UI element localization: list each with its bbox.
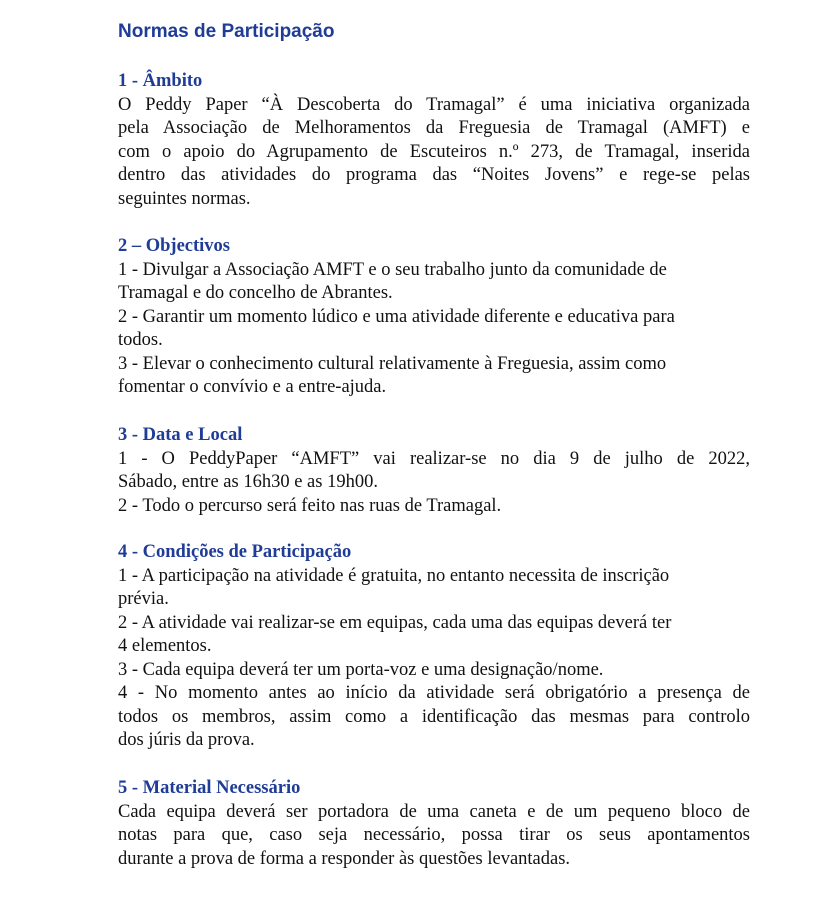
paragraph-line: durante a prova de forma a responder às questões levantadas. [118,848,571,869]
section-ambito [118,70,750,211]
paragraph-line: 4 elementos. [118,636,212,656]
paragraph-line: 2 - A atividade vai realizar-se em equipas, cada uma das equipas deverá ter [118,612,672,633]
section-heading: 2 – Objectivos [118,236,231,256]
paragraph-line: 3 - Elevar o conhecimento cultural relativamente à Freguesia, assim como [118,353,667,374]
paragraph-line: Tramagal e do concelho de Abrantes. [118,283,393,303]
paragraph-line: 4 - No momento antes ao início da atividade será obrigatório a presença de [118,683,750,703]
section-condicoes [118,541,750,753]
paragraph-line: pela Associação de Melhoramentos da Freguesia de Tramagal (AMFT) e [118,118,750,138]
paragraph-line: todos os membros, assim como a identificação das mesmas para controlo [118,706,750,727]
paragraph-line: 3 - Cada equipa deverá ter um porta-voz e uma designação/nome. [118,659,604,680]
paragraph-line: 2 - Garantir um momento lúdico e uma atividade diferente e educativa para [118,306,675,327]
paragraph-line: O Peddy Paper “À Descoberta do Tramagal” é uma iniciativa organizada [118,94,750,115]
paragraph-line: todos. [118,330,163,350]
paragraph-line: 1 - A participação na atividade é gratuita, no entanto necessita de inscrição [118,565,670,586]
paragraph-line: fomentar o convívio e a entre-ajuda. [118,377,387,397]
section-heading: 3 - Data e Local [118,425,243,445]
paragraph-line: Cada equipa deverá ser portadora de uma caneta e de um pequeno bloco de [118,801,750,822]
section-data-local [118,424,750,518]
section-heading: 4 - Condições de Participação [118,542,352,562]
paragraph-line: prévia. [118,589,169,609]
section-material [118,777,750,871]
paragraph-line: com o apoio do Agrupamento de Escuteiros n.º 273, de Tramagal, inserida [118,141,750,162]
section-heading: 1 - Âmbito [118,71,203,91]
section-heading: 5 - Material Necessário [118,778,301,798]
paragraph-line: dentro das atividades do programa das “Noites Jovens” e rege-se pelas [118,165,750,185]
paragraph-line: seguintes normas. [118,188,251,209]
section-objectivos [118,235,750,400]
paragraph-line: Sábado, entre as 16h30 e as 19h00. [118,472,378,492]
paragraph-line: 2 - Todo o percurso será feito nas ruas de Tramagal. [118,495,502,516]
paragraph-line: notas para que, caso seja necessário, possa tirar os seus apontamentos [118,825,750,845]
page-title: Normas de Participação [118,21,335,42]
paragraph-line: dos júris da prova. [118,730,255,750]
paragraph-line: 1 - Divulgar a Associação AMFT e o seu trabalho junto da comunidade de [118,259,667,280]
paragraph-line: 1 - O PeddyPaper “AMFT” vai realizar-se no dia 9 de julho de 2022, [118,448,750,469]
